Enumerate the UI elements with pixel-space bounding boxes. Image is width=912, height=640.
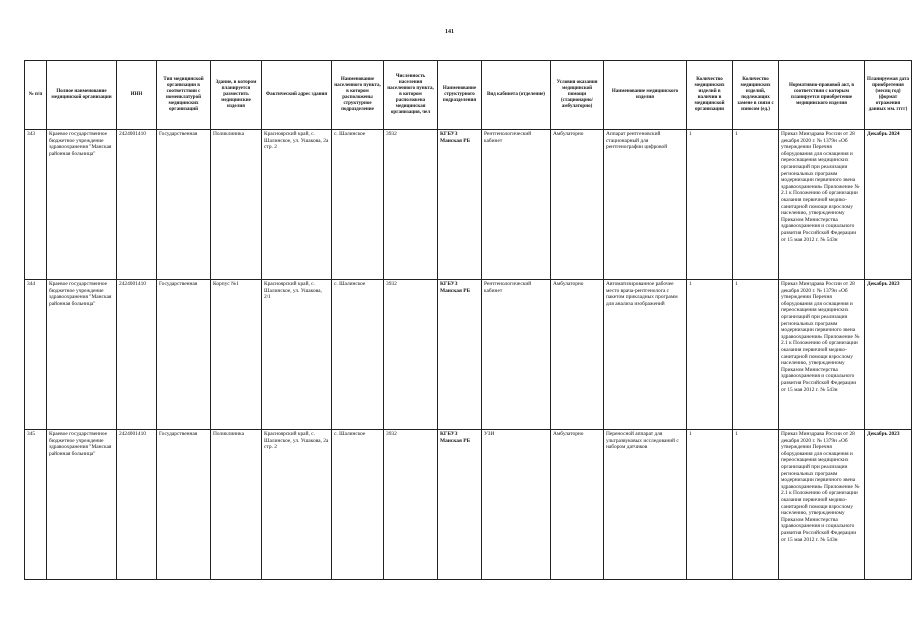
header-cell: Условия оказания медицинской помощи (стационарно/ амбулаторно) — [551, 61, 604, 130]
header-cell: Нормативно-правовой акт, в соответствии с которым планируется приобретение медицинского изделия — [779, 61, 865, 130]
population: 3932 — [384, 280, 438, 430]
row-number: 343 — [25, 130, 47, 280]
org-type: Государственная — [157, 280, 211, 430]
planned-date: Декабрь 2023 — [865, 280, 912, 430]
locality: с. Шалинское — [332, 430, 384, 580]
building: Поликлиника — [211, 130, 262, 280]
cabinet: Рентгенологический кабинет — [482, 280, 551, 430]
address: Красноярский край, с. Шалинское, ул. Ушакова, 2/1 — [262, 280, 332, 430]
table-row — [25, 430, 912, 580]
legal-act: Приказ Минздрава России от 28 декабря 2020 г. № 1379н «Об утверждении Перечня оборудования для оснащения и переоснащения медицинских организаций при реализации региональных программ модернизации первичного звена здравоохранения» Приложение № 2.1 к Положению об организации оказания первичной медико-санитарной помощи взрослому населению, утвержденному Приказом Министерства здравоохранения и социального развития Российской Федерации от 15 мая 2012 г. № 543н — [779, 280, 865, 430]
planned-date: Декабрь 2023 — [865, 430, 912, 580]
header-row — [25, 61, 912, 130]
qty-available: 1 — [687, 280, 733, 430]
population: 3932 — [384, 130, 438, 280]
conditions: Амбулаторно — [551, 430, 604, 580]
row-number: 344 — [25, 280, 47, 430]
unit: КГБУЗ Манская РБ — [438, 430, 482, 580]
conditions: Амбулаторно — [551, 130, 604, 280]
cabinet: Рентгенологический кабинет — [482, 130, 551, 280]
header-cell: Вид кабинета (отделение) — [482, 61, 551, 130]
cabinet: УЗИ — [482, 430, 551, 580]
conditions: Амбулаторно — [551, 280, 604, 430]
header-cell: ИНН — [117, 61, 157, 130]
unit: КГБУЗ Манская РБ — [438, 130, 482, 280]
device: Автоматизированное рабочее место врача-рентгенолога с пакетом прикладных программ для анализа изображений — [604, 280, 687, 430]
header-cell: Тип медицинской организации в соответствии с номенклатурой медицинских организаций — [157, 61, 211, 130]
inn: 2424001410 — [117, 280, 157, 430]
building: Поликлиника — [211, 430, 262, 580]
population: 3932 — [384, 430, 438, 580]
header-cell: Здание, в котором планируется разместить медицинские изделия — [211, 61, 262, 130]
header-cell: Наименование населенного пункта, в котором расположены структурное подразделение — [332, 61, 384, 130]
qty-replace: 1 — [733, 130, 779, 280]
locality: с. Шалинское — [332, 130, 384, 280]
org-type: Государственная — [157, 430, 211, 580]
legal-act: Приказ Минздрава России от 28 декабря 2020 г. № 1379н «Об утверждении Перечня оборудования для оснащения и переоснащения медицинских организаций при реализации региональных программ модернизации первичного звена здравоохранения» Приложение № 2.1 к Положению об организации оказания первичной медико-санитарной помощи взрослому населению, утвержденному Приказом Министерства здравоохранения и социального развития Российской Федерации от 15 мая 2012 г. № 543н — [779, 130, 865, 280]
row-number: 345 — [25, 430, 47, 580]
legal-act: Приказ Минздрава России от 28 декабря 2020 г. № 1379н «Об утверждении Перечня оборудования для оснащения и переоснащения медицинских организаций при реализации региональных программ модернизации первичного звена здравоохранения» Приложение № 2.1 к Положению об организации оказания первичной медико-санитарной помощи взрослому населению, утвержденному Приказом Министерства здравоохранения и социального развития Российской Федерации от 15 мая 2012 г. № 543н — [779, 430, 865, 580]
qty-available: 1 — [687, 430, 733, 580]
equipment-table — [24, 60, 912, 580]
header-cell: № п/п — [25, 61, 47, 130]
table-row — [25, 280, 912, 430]
inn: 2424001410 — [117, 430, 157, 580]
device: Аппарат рентгеновский стационарный для рентгенографии цифровой — [604, 130, 687, 280]
header-cell: Фактический адрес здания — [262, 61, 332, 130]
header-cell: Наименование структурного подразделения — [438, 61, 482, 130]
header-cell: Количество медицинских изделий, подлежащих замене в связи с износом (ед.) — [733, 61, 779, 130]
header-cell: Численность населения населенного пункта, в котором расположена медицинская организация, чел — [384, 61, 438, 130]
header-cell: Количество медицинских изделий в наличии в медицинской организации — [687, 61, 733, 130]
device: Переносной аппарат для ультразвуковых исследований с набором датчиков — [604, 430, 687, 580]
address: Красноярский край, с. Шалинское, ул. Ушакова, 2а стр. 2 — [262, 430, 332, 580]
org-name: Краевое государственное бюджетное учреждение здравоохранения "Манская районная больница" — [47, 130, 117, 280]
page-number: 141 — [445, 29, 454, 35]
header-cell: Полное наименование медицинской организации — [47, 61, 117, 130]
qty-available: 1 — [687, 130, 733, 280]
org-type: Государственная — [157, 130, 211, 280]
table-row — [25, 130, 912, 280]
org-name: Краевое государственное бюджетное учреждение здравоохранения "Манская районная больница" — [47, 280, 117, 430]
inn: 2424001410 — [117, 130, 157, 280]
building: Корпус №1 — [211, 280, 262, 430]
org-name: Краевое государственное бюджетное учреждение здравоохранения "Манская районная больница" — [47, 430, 117, 580]
locality: с. Шалинское — [332, 280, 384, 430]
unit: КГБУЗ Манская РБ — [438, 280, 482, 430]
planned-date: Декабрь 2024 — [865, 130, 912, 280]
qty-replace: 1 — [733, 280, 779, 430]
header-cell: Наименование медицинского изделия — [604, 61, 687, 130]
address: Красноярский край, с. Шалинское, ул. Ушакова, 2а стр. 2 — [262, 130, 332, 280]
qty-replace: 1 — [733, 430, 779, 580]
header-cell: Планируемая дата приобретения (месяц год) (формат отражения данных мм. гггг) — [865, 61, 912, 130]
